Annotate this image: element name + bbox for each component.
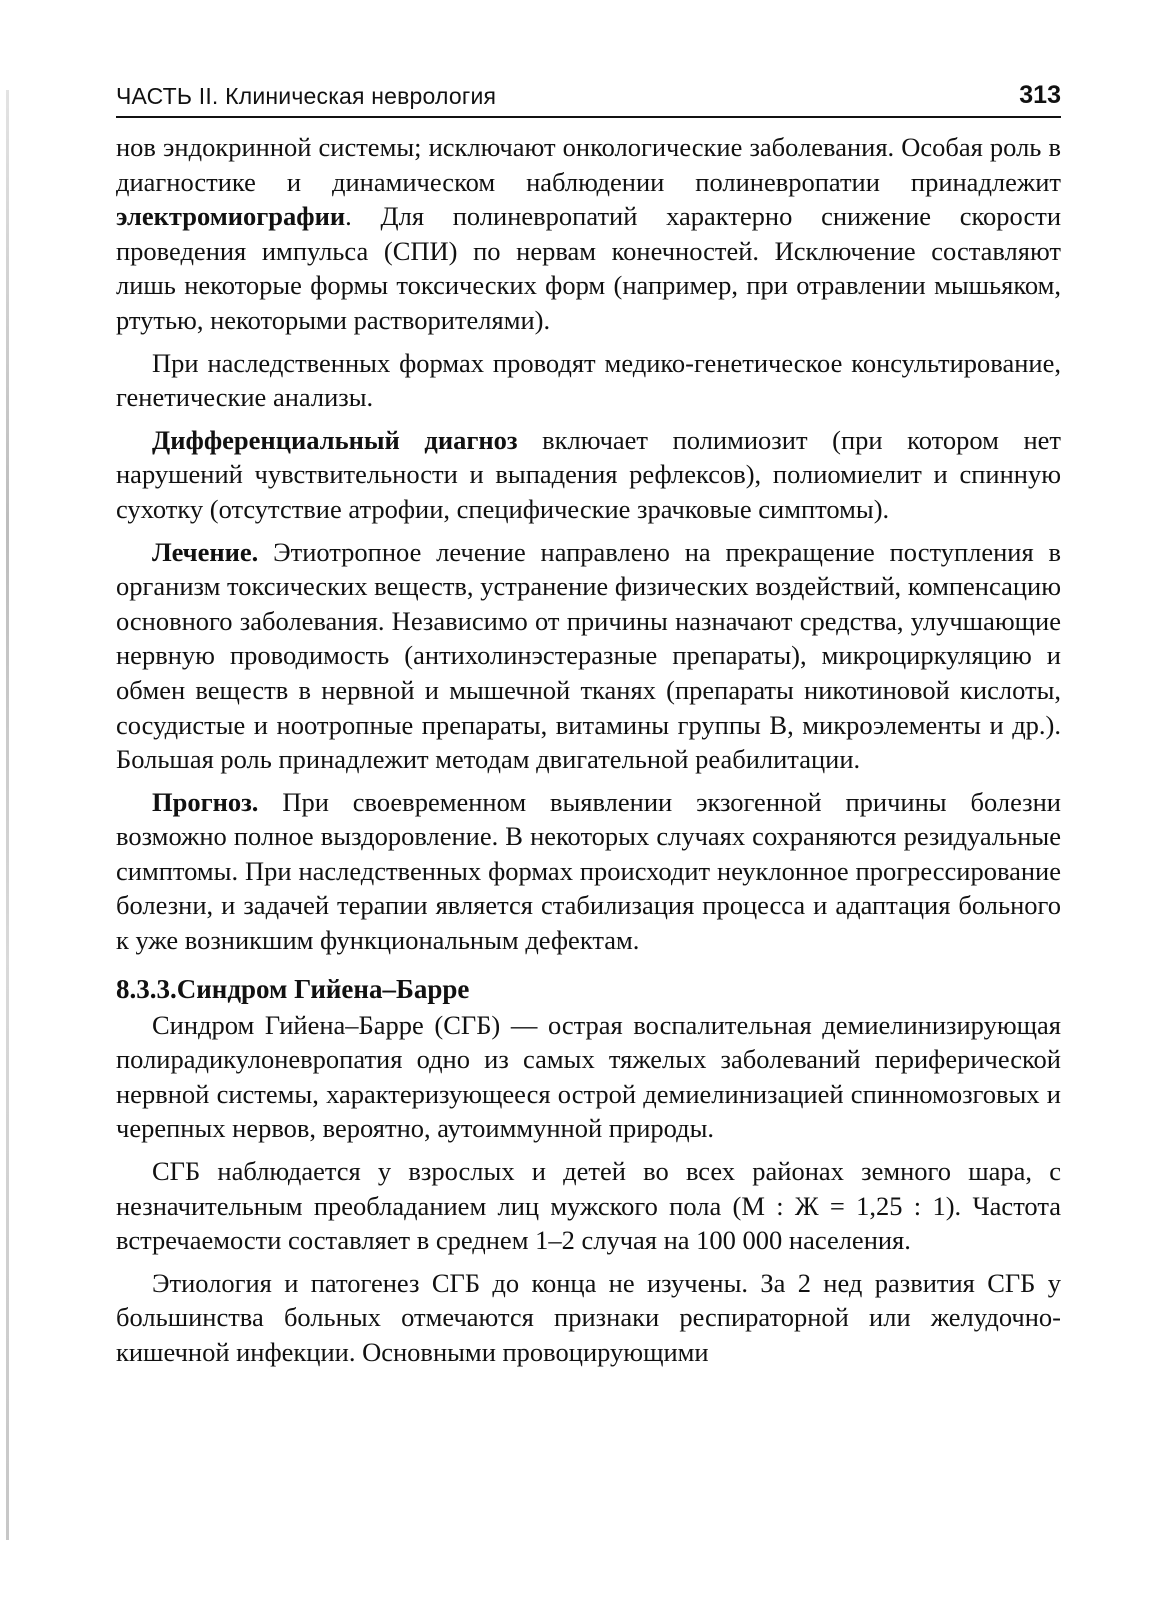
- paragraph-gbs-definition: Синдром Гийена–Барре (СГБ) — острая воспалительная демиелинизирующая полирадикулоневропатия одно из самых тяжелых заболеваний периферической нервной системы, характеризующееся острой демиелинизацией спинномозговых и черепных нервов, вероятно, аутоиммунной природы.: [116, 1009, 1061, 1144]
- bold-term: Дифференциальный диагноз: [152, 424, 518, 455]
- paragraph-text: нов эндокринной системы; исключают онкологические заболевания. Особая роль в диагностике и динамическом наблюдении полиневропатии принадлежит: [116, 132, 1061, 197]
- paragraph-prognosis: [116, 785, 1061, 958]
- paragraph-text: При своевременном выявлении экзогенной причины болезни возможно полное выздоровление. В некоторых случаях сохраняются резидуальные симптомы. При наследственных формах происходит неуклонное прогрессирование болезни, и задачей терапии является стабилизация процесса и адаптация больного к уже возникшим функциональным дефектам.: [116, 786, 1061, 956]
- paragraph-text: включает полимиозит (при котором нет нарушений чувствительности и выпадения рефлексов), полиомиелит и спинную сухотку (отсутствие атрофии, специфические зрачковые симптомы).: [116, 424, 1061, 524]
- page-body: [116, 130, 1061, 1370]
- paragraph-gbs-epidemiology: СГБ наблюдается у взрослых и детей во всех районах земного шара, с незначительным преобладанием лиц мужского пола (М : Ж = 1,25 : 1). Частота встречаемости составляет в среднем 1–2 случая на 100 000 населения.: [116, 1156, 1061, 1256]
- bold-term: Прогноз.: [152, 786, 259, 817]
- scan-edge-shadow: [6, 90, 9, 1540]
- paragraph-differential-diagnosis: [116, 423, 1061, 527]
- paragraph-hereditary: При наследственных формах проводят медико-генетическое консультирование, генетические анализы.: [116, 347, 1061, 413]
- paragraph-text: Этиотропное лечение направлено на прекращение поступления в организм токсических веществ, устранение физических воздействий, компенсацию основного заболевания. Независимо от причины назначают средства, улучшающие нервную проводимость (антихолинэстеразные препараты), микроциркуляцию и обмен веществ в нервной и мышечной тканях (препараты никотиновой кислоты, сосудистые и ноотропные препараты, витамины группы В, микроэлементы и др.). Большая роль принадлежит методам двигательной реабилитации.: [116, 536, 1061, 775]
- paragraph-endocrine-emg: [116, 130, 1061, 338]
- paragraph-treatment: [116, 535, 1061, 777]
- running-header: [116, 70, 1061, 118]
- book-page: [116, 70, 1061, 1370]
- page-number: 313: [1019, 81, 1061, 109]
- paragraph-text: . Для полиневропатий характерно снижение скорости проведения импульса (СПИ) по нервам конечностей. Исключение составляют лишь некоторые формы токсических форм (например, при отравлении мышьяком, ртутью, некоторыми растворителями).: [116, 201, 1061, 335]
- paragraph-gbs-etiology: Этиология и патогенез СГБ до конца не изучены. За 2 нед развития СГБ у большинства больных отмечаются признаки респираторной или желудочно-кишечной инфекции. Основными провоцирующими: [116, 1267, 1061, 1367]
- bold-term: электромиографии: [116, 201, 346, 232]
- section-heading: 8.3.3.Синдром Гийена–Барре: [116, 973, 470, 1004]
- running-title: ЧАСТЬ II. Клиническая неврология: [116, 83, 497, 109]
- bold-term: Лечение.: [152, 536, 259, 567]
